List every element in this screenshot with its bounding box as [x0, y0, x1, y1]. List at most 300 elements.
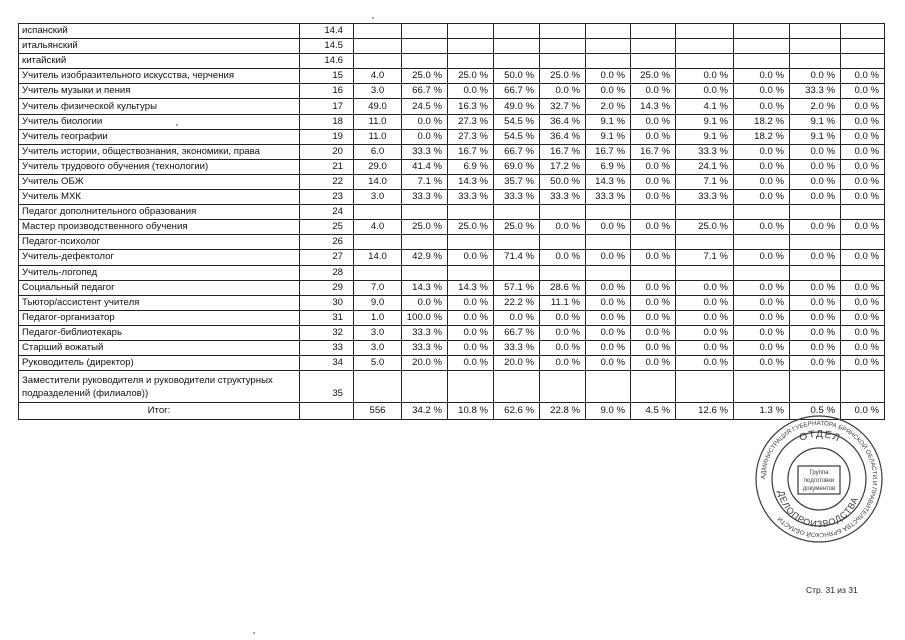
position-name-cell: Тьютор/ассистент учителя — [19, 295, 300, 310]
percent-cell — [586, 205, 631, 220]
percent-cell: 0.0 % — [734, 220, 790, 235]
percent-cell — [676, 24, 734, 39]
percent-cell: 16.7 % — [586, 144, 631, 159]
percent-cell — [676, 54, 734, 69]
position-name-cell: Старший вожатый — [19, 340, 300, 355]
percent-cell: 0.0 % — [448, 84, 494, 99]
table-row — [19, 190, 885, 205]
percent-cell: 0.0 % — [586, 310, 631, 325]
percent-cell: 14.3 % — [631, 99, 676, 114]
percent-cell: 0.0 % — [631, 84, 676, 99]
percent-cell — [402, 54, 448, 69]
row-code-cell: 25 — [300, 220, 354, 235]
percent-cell — [734, 265, 790, 280]
percent-cell: 16.3 % — [448, 99, 494, 114]
percent-cell — [402, 235, 448, 250]
table-row — [19, 39, 885, 54]
position-name-cell: Учитель-логопед — [19, 265, 300, 280]
percent-cell — [631, 265, 676, 280]
position-name-cell: Учитель изобразительного искусства, черчения — [19, 69, 300, 84]
percent-cell: 33.3 % — [402, 340, 448, 355]
percent-cell: 25.0 % — [631, 69, 676, 84]
percent-cell — [586, 235, 631, 250]
count-cell: 5.0 — [354, 356, 402, 371]
count-cell: 14.0 — [354, 250, 402, 265]
table-row — [19, 129, 885, 144]
position-name-cell: Учитель истории, обществознания, экономики, права — [19, 144, 300, 159]
table-row — [19, 69, 885, 84]
percent-cell: 36.4 % — [540, 129, 586, 144]
row-code-cell: 29 — [300, 280, 354, 295]
row-code-cell: 18 — [300, 114, 354, 129]
percent-cell: 27.3 % — [448, 114, 494, 129]
percent-cell: 0.0 % — [734, 190, 790, 205]
percent-cell: 36.4 % — [540, 114, 586, 129]
percent-cell: 0.0 % — [790, 250, 841, 265]
percent-cell: 0.0 % — [631, 325, 676, 340]
percent-cell: 33.3 % — [540, 190, 586, 205]
percent-cell — [448, 205, 494, 220]
percent-cell: 4.1 % — [676, 99, 734, 114]
row-code-cell: 16 — [300, 84, 354, 99]
percent-cell: 0.0 % — [676, 295, 734, 310]
percent-cell: 0.0 % — [631, 114, 676, 129]
percent-cell — [494, 371, 540, 403]
percent-cell: 16.7 % — [448, 144, 494, 159]
percent-cell: 0.0 % — [841, 280, 885, 295]
percent-cell — [631, 371, 676, 403]
percent-cell: 0.0 % — [790, 144, 841, 159]
total-percent-cell: 1.3 % — [734, 403, 790, 420]
row-code-cell: 24 — [300, 205, 354, 220]
table-row — [19, 280, 885, 295]
total-percent-cell: 4.5 % — [631, 403, 676, 420]
percent-cell: 25.0 % — [402, 220, 448, 235]
percent-cell: 0.0 % — [402, 129, 448, 144]
position-name-cell: Учитель-дефектолог — [19, 250, 300, 265]
percent-cell: 25.0 % — [494, 220, 540, 235]
position-name-cell: Учитель географии — [19, 129, 300, 144]
percent-cell: 0.0 % — [734, 69, 790, 84]
percent-cell: 33.3 % — [402, 190, 448, 205]
percent-cell: 0.0 % — [676, 84, 734, 99]
position-name-cell: Учитель МХК — [19, 190, 300, 205]
percent-cell — [676, 205, 734, 220]
percent-cell — [841, 54, 885, 69]
percent-cell — [402, 39, 448, 54]
total-code-cell — [300, 403, 354, 420]
position-name-cell: Социальный педагог — [19, 280, 300, 295]
percent-cell — [631, 205, 676, 220]
percent-cell — [540, 235, 586, 250]
percent-cell: 0.0 % — [676, 356, 734, 371]
percent-cell — [790, 39, 841, 54]
official-stamp — [754, 414, 884, 544]
percent-cell: 0.0 % — [734, 340, 790, 355]
percent-cell: 100.0 % — [402, 310, 448, 325]
percent-cell: 25.0 % — [448, 220, 494, 235]
percent-cell: 0.0 % — [841, 190, 885, 205]
row-code-cell: 32 — [300, 325, 354, 340]
percent-cell: 0.0 % — [631, 340, 676, 355]
percent-cell: 0.0 % — [734, 84, 790, 99]
percent-cell: 0.0 % — [790, 310, 841, 325]
percent-cell: 0.0 % — [841, 250, 885, 265]
percent-cell — [402, 265, 448, 280]
percent-cell: 0.0 % — [676, 340, 734, 355]
percent-cell — [586, 39, 631, 54]
percent-cell: 9.1 % — [676, 114, 734, 129]
percent-cell — [841, 265, 885, 280]
stamp-line1: ОТДЕЛ — [798, 428, 843, 445]
row-code-cell: 14.4 — [300, 24, 354, 39]
table-row — [19, 265, 885, 280]
percent-cell — [402, 24, 448, 39]
total-label: Итог: — [19, 403, 300, 420]
position-name-cell: Учитель биологии — [19, 114, 300, 129]
percent-cell — [448, 265, 494, 280]
percent-cell: 0.0 % — [540, 310, 586, 325]
percent-cell: 9.1 % — [790, 114, 841, 129]
percent-cell: 0.0 % — [734, 280, 790, 295]
total-count-cell: 556 — [354, 403, 402, 420]
count-cell: 3.0 — [354, 190, 402, 205]
table-row — [19, 159, 885, 174]
count-cell: 1.0 — [354, 310, 402, 325]
percent-cell — [540, 54, 586, 69]
row-code-cell: 17 — [300, 99, 354, 114]
count-cell — [354, 265, 402, 280]
percent-cell — [676, 265, 734, 280]
percent-cell — [494, 39, 540, 54]
percent-cell: 54.5 % — [494, 129, 540, 144]
total-percent-cell: 22.8 % — [540, 403, 586, 420]
percent-cell: 33.3 % — [448, 190, 494, 205]
percent-cell: 0.0 % — [734, 99, 790, 114]
percent-cell: 0.0 % — [631, 174, 676, 189]
scan-speck — [176, 124, 178, 126]
percent-cell: 0.0 % — [494, 310, 540, 325]
total-percent-cell: 62.6 % — [494, 403, 540, 420]
percent-cell: 71.4 % — [494, 250, 540, 265]
count-cell: 9.0 — [354, 295, 402, 310]
percent-cell — [540, 371, 586, 403]
percent-cell: 0.0 % — [448, 325, 494, 340]
row-code-cell: 33 — [300, 340, 354, 355]
percent-cell: 0.0 % — [540, 325, 586, 340]
percent-cell: 0.0 % — [790, 190, 841, 205]
percent-cell: 33.3 % — [586, 190, 631, 205]
percent-cell: 0.0 % — [448, 356, 494, 371]
percent-cell: 16.7 % — [631, 144, 676, 159]
percent-cell — [841, 371, 885, 403]
percent-cell: 0.0 % — [841, 84, 885, 99]
total-percent-cell: 9.0 % — [586, 403, 631, 420]
percent-cell: 18.2 % — [734, 114, 790, 129]
percent-cell — [448, 235, 494, 250]
percent-cell — [841, 24, 885, 39]
total-percent-cell: 12.6 % — [676, 403, 734, 420]
position-name-cell: Заместители руководителя и руководители структурных подразделений (филиалов)) — [19, 371, 300, 403]
percent-cell: 0.0 % — [586, 250, 631, 265]
percent-cell — [676, 371, 734, 403]
percent-cell: 0.0 % — [734, 250, 790, 265]
percent-cell: 16.7 % — [540, 144, 586, 159]
percent-cell: 0.0 % — [540, 84, 586, 99]
percent-cell — [734, 235, 790, 250]
staffing-table — [18, 23, 885, 420]
row-code-cell: 14.6 — [300, 54, 354, 69]
percent-cell — [676, 39, 734, 54]
percent-cell: 27.3 % — [448, 129, 494, 144]
percent-cell — [494, 205, 540, 220]
percent-cell: 2.0 % — [586, 99, 631, 114]
percent-cell: 0.0 % — [676, 69, 734, 84]
position-name-cell: испанский — [19, 24, 300, 39]
position-name-cell: Педагог-библиотекарь — [19, 325, 300, 340]
percent-cell — [631, 54, 676, 69]
percent-cell: 69.0 % — [494, 159, 540, 174]
table-row — [19, 174, 885, 189]
percent-cell: 0.0 % — [841, 295, 885, 310]
percent-cell — [841, 205, 885, 220]
percent-cell: 25.0 % — [540, 69, 586, 84]
table-row — [19, 356, 885, 371]
percent-cell: 0.0 % — [586, 295, 631, 310]
table-row — [19, 24, 885, 39]
percent-cell: 22.2 % — [494, 295, 540, 310]
percent-cell: 0.0 % — [790, 295, 841, 310]
percent-cell: 20.0 % — [402, 356, 448, 371]
count-cell: 3.0 — [354, 84, 402, 99]
position-name-cell: Руководитель (директор) — [19, 356, 300, 371]
percent-cell: 0.0 % — [790, 280, 841, 295]
row-code-cell: 28 — [300, 265, 354, 280]
percent-cell: 0.0 % — [790, 325, 841, 340]
percent-cell — [448, 371, 494, 403]
percent-cell — [540, 39, 586, 54]
count-cell: 3.0 — [354, 340, 402, 355]
row-code-cell: 26 — [300, 235, 354, 250]
percent-cell: 0.0 % — [790, 340, 841, 355]
percent-cell — [586, 54, 631, 69]
position-name-cell: Учитель музыки и пения — [19, 84, 300, 99]
percent-cell — [494, 54, 540, 69]
row-code-cell: 19 — [300, 129, 354, 144]
table-body — [19, 24, 885, 420]
stamp-box-line2: подготовки — [803, 478, 835, 484]
table-row — [19, 371, 885, 403]
stamp-line2: ДЕЛОПРОИЗВОДСТВА — [776, 489, 861, 530]
position-name-cell: Педагог дополнительного образования — [19, 205, 300, 220]
percent-cell: 18.2 % — [734, 129, 790, 144]
page-number: Стр. 31 из 31 — [806, 585, 858, 595]
count-cell: 7.0 — [354, 280, 402, 295]
scan-speck — [253, 632, 255, 634]
percent-cell: 9.1 % — [586, 129, 631, 144]
percent-cell: 57.1 % — [494, 280, 540, 295]
table-row — [19, 205, 885, 220]
percent-cell: 9.1 % — [676, 129, 734, 144]
percent-cell: 14.3 % — [586, 174, 631, 189]
percent-cell: 0.0 % — [586, 69, 631, 84]
row-code-cell: 22 — [300, 174, 354, 189]
percent-cell — [790, 205, 841, 220]
percent-cell: 0.0 % — [631, 220, 676, 235]
percent-cell: 25.0 % — [448, 69, 494, 84]
percent-cell: 0.0 % — [448, 295, 494, 310]
percent-cell — [631, 24, 676, 39]
percent-cell: 7.1 % — [402, 174, 448, 189]
percent-cell: 14.3 % — [448, 280, 494, 295]
count-cell — [354, 371, 402, 403]
position-name-cell: Педагог-организатор — [19, 310, 300, 325]
percent-cell: 0.0 % — [841, 174, 885, 189]
percent-cell: 14.3 % — [402, 280, 448, 295]
count-cell: 11.0 — [354, 129, 402, 144]
percent-cell: 0.0 % — [841, 114, 885, 129]
count-cell: 29.0 — [354, 159, 402, 174]
row-code-cell: 35 — [300, 371, 354, 403]
position-name-cell: Учитель ОБЖ — [19, 174, 300, 189]
position-name-cell: Учитель физической культуры — [19, 99, 300, 114]
percent-cell: 0.0 % — [448, 310, 494, 325]
percent-cell — [540, 205, 586, 220]
percent-cell: 0.0 % — [631, 190, 676, 205]
count-cell: 3.0 — [354, 325, 402, 340]
position-name-cell: итальянский — [19, 39, 300, 54]
table-row — [19, 84, 885, 99]
table-row — [19, 99, 885, 114]
percent-cell — [402, 371, 448, 403]
percent-cell: 42.9 % — [402, 250, 448, 265]
percent-cell: 0.0 % — [540, 220, 586, 235]
percent-cell: 14.3 % — [448, 174, 494, 189]
percent-cell — [540, 24, 586, 39]
row-code-cell: 31 — [300, 310, 354, 325]
percent-cell: 7.1 % — [676, 250, 734, 265]
percent-cell: 0.0 % — [734, 310, 790, 325]
percent-cell — [540, 265, 586, 280]
count-cell — [354, 205, 402, 220]
percent-cell: 0.0 % — [586, 84, 631, 99]
percent-cell: 24.1 % — [676, 159, 734, 174]
percent-cell: 0.0 % — [586, 340, 631, 355]
table-row — [19, 250, 885, 265]
position-name-cell: Педагог-психолог — [19, 235, 300, 250]
percent-cell: 0.0 % — [586, 220, 631, 235]
percent-cell — [448, 39, 494, 54]
percent-cell: 35.7 % — [494, 174, 540, 189]
row-code-cell: 27 — [300, 250, 354, 265]
percent-cell: 33.3 % — [402, 144, 448, 159]
percent-cell: 0.0 % — [841, 340, 885, 355]
percent-cell: 0.0 % — [631, 250, 676, 265]
percent-cell — [494, 265, 540, 280]
percent-cell — [676, 235, 734, 250]
percent-cell — [494, 235, 540, 250]
percent-cell — [734, 371, 790, 403]
percent-cell: 33.3 % — [402, 325, 448, 340]
percent-cell: 20.0 % — [494, 356, 540, 371]
row-code-cell: 14.5 — [300, 39, 354, 54]
percent-cell — [734, 24, 790, 39]
count-cell: 6.0 — [354, 144, 402, 159]
percent-cell: 0.0 % — [586, 356, 631, 371]
stamp-box-line1: Группа — [809, 470, 829, 476]
percent-cell: 25.0 % — [402, 69, 448, 84]
percent-cell: 0.0 % — [734, 356, 790, 371]
percent-cell — [841, 39, 885, 54]
total-percent-cell: 0.5 % — [790, 403, 841, 420]
percent-cell: 11.1 % — [540, 295, 586, 310]
percent-cell — [448, 54, 494, 69]
percent-cell: 7.1 % — [676, 174, 734, 189]
percent-cell: 50.0 % — [494, 69, 540, 84]
percent-cell — [790, 265, 841, 280]
percent-cell: 0.0 % — [790, 69, 841, 84]
percent-cell — [494, 24, 540, 39]
percent-cell — [734, 39, 790, 54]
percent-cell — [841, 235, 885, 250]
count-cell — [354, 39, 402, 54]
percent-cell: 0.0 % — [734, 159, 790, 174]
percent-cell: 32.7 % — [540, 99, 586, 114]
percent-cell: 66.7 % — [402, 84, 448, 99]
row-code-cell: 30 — [300, 295, 354, 310]
percent-cell: 0.0 % — [631, 280, 676, 295]
percent-cell: 0.0 % — [841, 99, 885, 114]
percent-cell: 0.0 % — [841, 129, 885, 144]
scan-speck — [372, 17, 374, 19]
table-row — [19, 235, 885, 250]
percent-cell: 0.0 % — [734, 295, 790, 310]
percent-cell: 0.0 % — [586, 325, 631, 340]
percent-cell — [586, 371, 631, 403]
percent-cell: 0.0 % — [790, 159, 841, 174]
percent-cell: 0.0 % — [841, 220, 885, 235]
percent-cell: 17.2 % — [540, 159, 586, 174]
percent-cell: 0.0 % — [631, 310, 676, 325]
percent-cell — [790, 235, 841, 250]
percent-cell — [631, 39, 676, 54]
percent-cell: 0.0 % — [448, 250, 494, 265]
percent-cell: 66.7 % — [494, 325, 540, 340]
percent-cell: 41.4 % — [402, 159, 448, 174]
count-cell: 4.0 — [354, 220, 402, 235]
row-code-cell: 15 — [300, 69, 354, 84]
percent-cell: 33.3 % — [494, 190, 540, 205]
count-cell: 49.0 — [354, 99, 402, 114]
percent-cell: 49.0 % — [494, 99, 540, 114]
position-name-cell: Мастер производственного обучения — [19, 220, 300, 235]
percent-cell — [402, 205, 448, 220]
percent-cell: 33.3 % — [790, 84, 841, 99]
stamp-ring-text: АДМИНИСТРАЦИЯ ГУБЕРНАТОРА БРЯНСКОЙ ОБЛАСТИ И ПРАВИТЕЛЬСТВА БРЯНСКОЙ ОБЛАСТИ — [759, 419, 879, 539]
percent-cell: 2.0 % — [790, 99, 841, 114]
percent-cell: 28.6 % — [540, 280, 586, 295]
percent-cell: 9.1 % — [790, 129, 841, 144]
position-name-cell: китайский — [19, 54, 300, 69]
count-cell: 14.0 — [354, 174, 402, 189]
percent-cell: 0.0 % — [540, 250, 586, 265]
percent-cell: 0.0 % — [540, 356, 586, 371]
percent-cell — [631, 235, 676, 250]
table-row — [19, 325, 885, 340]
count-cell — [354, 24, 402, 39]
percent-cell: 0.0 % — [402, 114, 448, 129]
table-row — [19, 220, 885, 235]
